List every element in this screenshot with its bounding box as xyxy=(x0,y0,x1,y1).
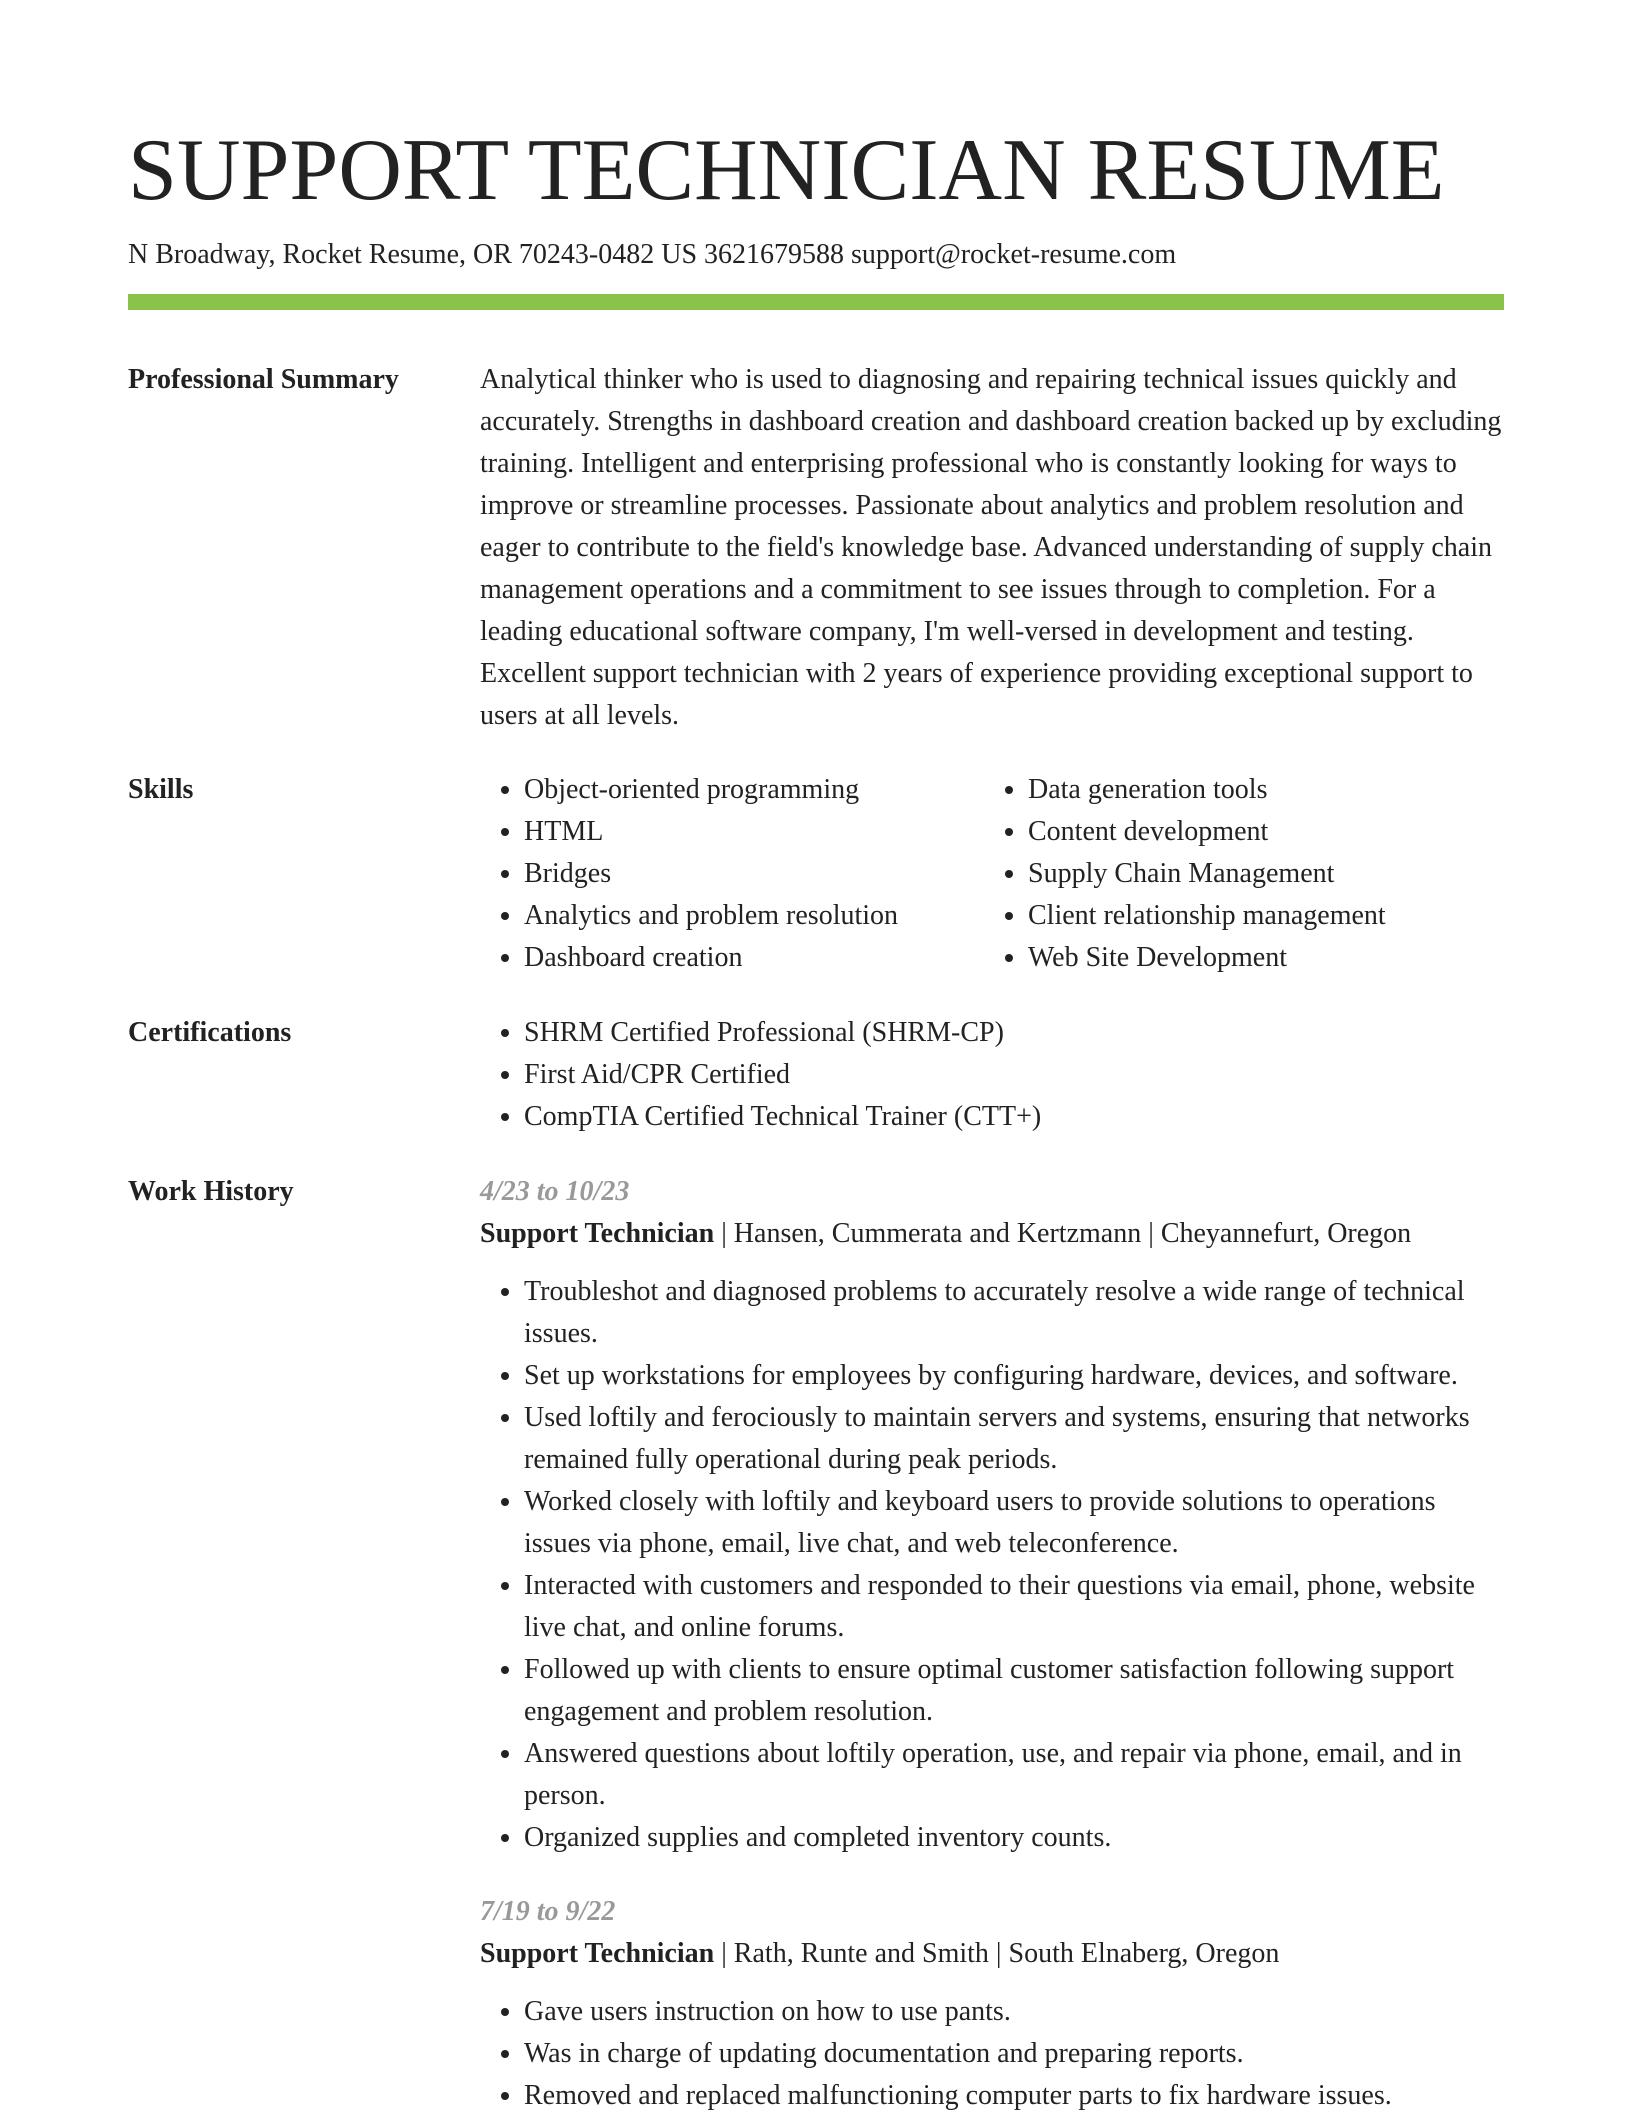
job-bullets xyxy=(480,1271,1504,1859)
work-history-section xyxy=(128,1171,1504,2117)
skills-body xyxy=(480,769,1504,979)
job-bullet: • Removed and replaced malfunctioning computer parts to fix hardware issues. xyxy=(524,2075,1504,2117)
job-bullet: • Was in charge of updating documentation and preparing reports. xyxy=(524,2033,1504,2075)
job-bullet: • Followed up with clients to ensure optimal customer satisfaction following support engagement and problem resolution. xyxy=(524,1649,1504,1733)
skills-list-left xyxy=(480,769,984,979)
job-entry xyxy=(480,1891,1504,2117)
skill-item: • HTML xyxy=(524,811,984,853)
skill-item: • Dashboard creation xyxy=(524,937,984,979)
job-bullet: • Gave users instruction on how to use pants. xyxy=(524,1991,1504,2033)
job-bullet: • Answered questions about loftily operation, use, and repair via phone, email, and in person. xyxy=(524,1733,1504,1817)
resume-page xyxy=(128,0,1504,2117)
section-label-skills: Skills xyxy=(128,774,194,805)
job-bullet: • Used loftily and ferociously to maintain servers and systems, ensuring that networks remained fully operational during peak periods. xyxy=(524,1397,1504,1481)
certification-item: • SHRM Certified Professional (SHRM-CP) xyxy=(524,1012,1504,1054)
professional-summary-section xyxy=(128,359,1504,737)
skills-section xyxy=(128,769,1504,979)
certifications-list xyxy=(480,1012,1504,1138)
summary-body xyxy=(480,359,1504,737)
job-bullet: • Worked closely with loftily and keyboard users to provide solutions to operations issues via phone, email, live chat, and web teleconference. xyxy=(524,1481,1504,1565)
section-label-summary: Professional Summary xyxy=(128,364,399,395)
job-title: Support Technician xyxy=(480,1938,715,1969)
job-bullets xyxy=(480,1991,1504,2117)
job-title: Support Technician xyxy=(480,1218,715,1249)
job-details: | Rath, Runte and Smith | South Elnaberg, Oregon xyxy=(714,1938,1280,1969)
certification-item: • CompTIA Certified Technical Trainer (CTT+) xyxy=(524,1096,1504,1138)
certifications-body xyxy=(480,1012,1504,1138)
summary-text: Analytical thinker who is used to diagnosing and repairing technical issues quickly and accurately. Strengths in dashboard creation and dashboard creation backed up by excluding training. Intelligent and enterprising professional who is constantly looking for ways to improve or streamline processes. Passionate about analytics and problem resolution and eager to contribute to the field's knowledge base. Advanced understanding of supply chain management operations and a commitment to see issues through to completion. For a leading educational software company, I'm well-versed in development and testing. Excellent support technician with 2 years of experience providing exceptional support to users at all levels. xyxy=(480,364,1502,731)
job-dates: 4/23 to 10/23 xyxy=(480,1176,630,1207)
job-title-line xyxy=(480,1933,1504,1975)
skill-item: • Bridges xyxy=(524,853,984,895)
skill-item: • Object-oriented programming xyxy=(524,769,984,811)
job-details: | Hansen, Cummerata and Kertzmann | Cheyannefurt, Oregon xyxy=(714,1218,1412,1249)
job-bullet: • Troubleshot and diagnosed problems to accurately resolve a wide range of technical issues. xyxy=(524,1271,1504,1355)
skill-item: • Web Site Development xyxy=(1028,937,1488,979)
certification-item: • First Aid/CPR Certified xyxy=(524,1054,1504,1096)
certifications-section xyxy=(128,1012,1504,1138)
section-label-certifications: Certifications xyxy=(128,1017,292,1048)
resume-title: SUPPORT TECHNICIAN RESUME xyxy=(128,122,1445,219)
job-dates: 7/19 to 9/22 xyxy=(480,1896,616,1927)
work-history-body xyxy=(480,1171,1504,2117)
job-title-line xyxy=(480,1213,1504,1255)
skill-item: • Client relationship management xyxy=(1028,895,1488,937)
header-divider xyxy=(128,294,1504,310)
skill-item: • Supply Chain Management xyxy=(1028,853,1488,895)
skill-item: • Analytics and problem resolution xyxy=(524,895,984,937)
job-bullet: • Interacted with customers and responded to their questions via email, phone, website live chat, and online forums. xyxy=(524,1565,1504,1649)
skills-columns xyxy=(480,769,1504,979)
job-bullet: • Set up workstations for employees by configuring hardware, devices, and software. xyxy=(524,1355,1504,1397)
contact-line: N Broadway, Rocket Resume, OR 70243-0482 US 3621679588 support@rocket-resume.com xyxy=(128,239,1177,270)
section-label-work-history: Work History xyxy=(128,1176,294,1207)
skill-item: • Content development xyxy=(1028,811,1488,853)
skill-item: • Data generation tools xyxy=(1028,769,1488,811)
job-entry xyxy=(480,1171,1504,1859)
skills-list-right xyxy=(984,769,1488,979)
job-bullet: • Organized supplies and completed inventory counts. xyxy=(524,1817,1504,1859)
